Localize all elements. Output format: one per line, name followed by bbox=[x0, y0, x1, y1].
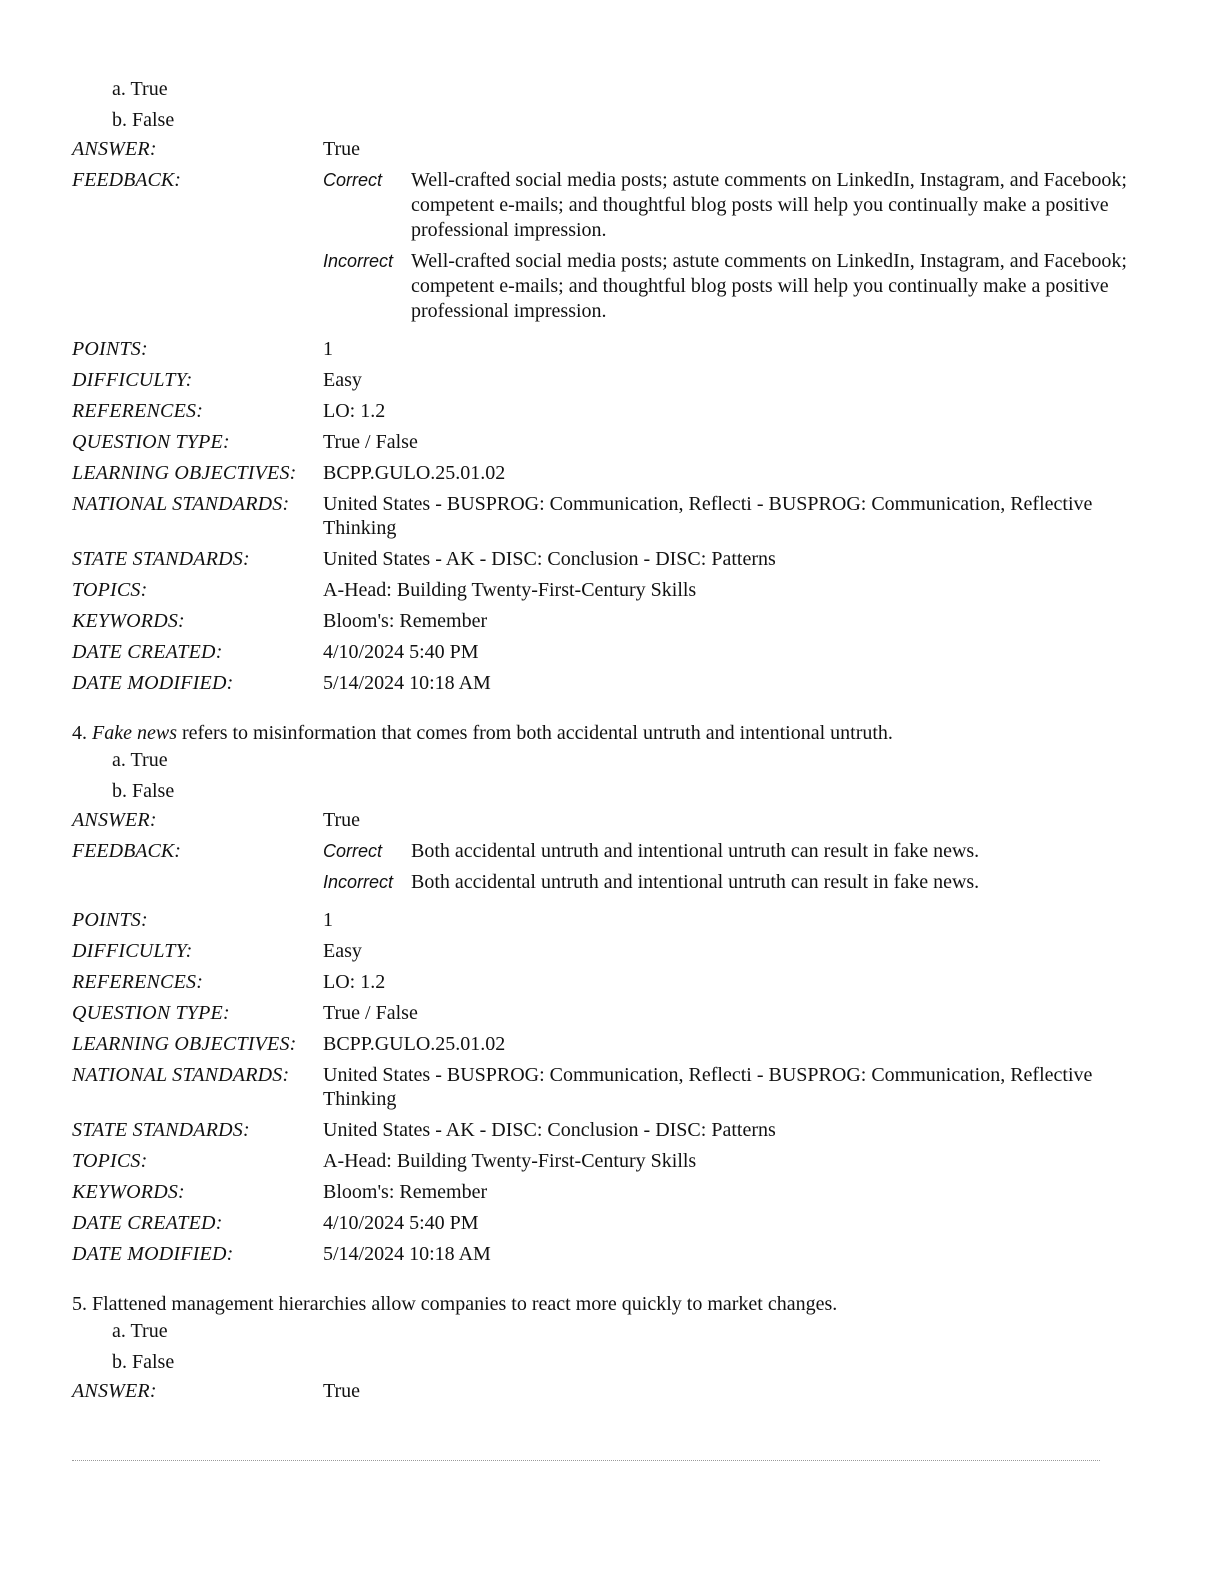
metadata-value: Easy bbox=[323, 369, 362, 391]
metadata-row bbox=[72, 368, 1152, 392]
metadata-value: BCPP.GULO.25.01.02 bbox=[323, 1033, 506, 1055]
metadata-label: KEYWORDS: bbox=[72, 610, 185, 632]
metadata-row bbox=[72, 547, 1152, 571]
feedback-row bbox=[72, 168, 1152, 330]
metadata-value: 1 bbox=[323, 909, 333, 931]
metadata-label: POINTS: bbox=[72, 338, 148, 360]
metadata-row bbox=[72, 1242, 1152, 1266]
metadata-value: LO: 1.2 bbox=[323, 971, 386, 993]
question-number: 5. bbox=[72, 1293, 87, 1315]
metadata-row bbox=[72, 1001, 1152, 1025]
metadata-value: True / False bbox=[323, 1002, 418, 1024]
metadata-row bbox=[72, 578, 1152, 602]
answer-row bbox=[72, 1379, 1152, 1403]
answer-value: True bbox=[323, 1380, 361, 1402]
metadata-row bbox=[72, 399, 1152, 423]
answer-value: True bbox=[323, 809, 361, 831]
metadata-value: 4/10/2024 5:40 PM bbox=[323, 1212, 479, 1234]
metadata-row bbox=[72, 461, 1152, 485]
question-3-continued bbox=[72, 74, 1152, 695]
metadata-label: DATE MODIFIED: bbox=[72, 672, 234, 694]
metadata-value: 5/14/2024 10:18 AM bbox=[323, 672, 491, 694]
metadata-label: LEARNING OBJECTIVES: bbox=[72, 1033, 297, 1055]
metadata-label: QUESTION TYPE: bbox=[72, 431, 230, 453]
metadata-row bbox=[72, 970, 1152, 994]
metadata-value: True / False bbox=[323, 431, 418, 453]
feedback-text: Both accidental untruth and intentional untruth can result in fake news. bbox=[411, 840, 980, 862]
page-footer-rule bbox=[72, 1460, 1100, 1467]
metadata-row bbox=[72, 1180, 1152, 1204]
feedback-correct bbox=[323, 168, 1152, 243]
feedback-label: FEEDBACK: bbox=[72, 840, 181, 862]
metadata-value: 5/14/2024 10:18 AM bbox=[323, 1243, 491, 1265]
metadata-label: QUESTION TYPE: bbox=[72, 1002, 230, 1024]
question-stem bbox=[72, 1292, 1152, 1316]
answer-row bbox=[72, 808, 1152, 832]
option-b: b. False bbox=[112, 1350, 175, 1373]
metadata-row bbox=[72, 609, 1152, 633]
feedback-text: Well-crafted social media posts; astute comments on LinkedIn, Instagram, and Facebook; competent e-mails; and thoughtful blog posts will help you continually make a positive professional impression. bbox=[411, 250, 1127, 322]
metadata-row bbox=[72, 1211, 1152, 1235]
answer-label: ANSWER: bbox=[72, 138, 157, 160]
metadata-row bbox=[72, 1118, 1152, 1142]
metadata-label: KEYWORDS: bbox=[72, 1181, 185, 1203]
option-b: b. False bbox=[112, 108, 175, 131]
metadata-label: TOPICS: bbox=[72, 579, 148, 601]
metadata-value: 4/10/2024 5:40 PM bbox=[323, 641, 479, 663]
metadata-row bbox=[72, 939, 1152, 963]
feedback-correct bbox=[323, 839, 1152, 864]
feedback-text: Both accidental untruth and intentional untruth can result in fake news. bbox=[411, 871, 980, 893]
metadata-table bbox=[72, 337, 1152, 695]
answer-label: ANSWER: bbox=[72, 809, 157, 831]
question-stem bbox=[72, 721, 1152, 745]
option-b: b. False bbox=[112, 779, 175, 802]
feedback-tag: Correct bbox=[323, 170, 383, 190]
metadata-label: DATE CREATED: bbox=[72, 641, 223, 663]
answer-value: True bbox=[323, 138, 361, 160]
metadata-value: 1 bbox=[323, 338, 333, 360]
feedback-tag: Correct bbox=[323, 841, 383, 861]
metadata-label: DATE CREATED: bbox=[72, 1212, 223, 1234]
metadata-label: NATIONAL STANDARDS: bbox=[72, 493, 290, 515]
metadata-label: DIFFICULTY: bbox=[72, 940, 193, 962]
metadata-label: LEARNING OBJECTIVES: bbox=[72, 462, 297, 484]
feedback-incorrect bbox=[323, 249, 1152, 324]
option-a: a. True bbox=[112, 1320, 168, 1342]
question-5 bbox=[72, 1292, 1152, 1403]
question-term: Fake news bbox=[92, 722, 177, 744]
metadata-label: NATIONAL STANDARDS: bbox=[72, 1064, 290, 1086]
metadata-label: TOPICS: bbox=[72, 1150, 148, 1172]
question-number: 4. bbox=[72, 722, 87, 744]
metadata-table bbox=[72, 908, 1152, 1266]
metadata-value: Bloom's: Remember bbox=[323, 1181, 488, 1203]
feedback-incorrect bbox=[323, 870, 1152, 895]
feedback-block bbox=[323, 839, 1152, 901]
metadata-row bbox=[72, 640, 1152, 664]
metadata-label: DIFFICULTY: bbox=[72, 369, 193, 391]
metadata-row bbox=[72, 671, 1152, 695]
metadata-value: A-Head: Building Twenty-First-Century Skills bbox=[323, 1150, 697, 1172]
metadata-row bbox=[72, 1063, 1152, 1111]
metadata-label: STATE STANDARDS: bbox=[72, 548, 250, 570]
metadata-row bbox=[72, 908, 1152, 932]
feedback-row bbox=[72, 839, 1152, 901]
answer-row bbox=[72, 137, 1152, 161]
question-text: Flattened management hierarchies allow companies to react more quickly to market changes. bbox=[92, 1293, 838, 1315]
metadata-label: STATE STANDARDS: bbox=[72, 1119, 250, 1141]
metadata-row bbox=[72, 430, 1152, 454]
metadata-row bbox=[72, 1032, 1152, 1056]
metadata-label: REFERENCES: bbox=[72, 400, 204, 422]
feedback-label: FEEDBACK: bbox=[72, 169, 181, 191]
metadata-value: A-Head: Building Twenty-First-Century Skills bbox=[323, 579, 697, 601]
metadata-row bbox=[72, 492, 1152, 540]
metadata-value: LO: 1.2 bbox=[323, 400, 386, 422]
metadata-value: Bloom's: Remember bbox=[323, 610, 488, 632]
feedback-block bbox=[323, 168, 1152, 330]
metadata-label: DATE MODIFIED: bbox=[72, 1243, 234, 1265]
metadata-value: United States - BUSPROG: Communication, Reflecti - BUSPROG: Communication, Reflective Thinking bbox=[323, 1064, 1093, 1110]
answer-label: ANSWER: bbox=[72, 1380, 157, 1402]
question-text: refers to misinformation that comes from both accidental untruth and intentional untruth. bbox=[176, 722, 893, 744]
metadata-value: Easy bbox=[323, 940, 362, 962]
feedback-tag: Incorrect bbox=[323, 872, 394, 892]
feedback-tag: Incorrect bbox=[323, 251, 394, 271]
feedback-text: Well-crafted social media posts; astute comments on LinkedIn, Instagram, and Facebook; competent e-mails; and thoughtful blog posts will help you continually make a positive professional impression. bbox=[411, 169, 1127, 241]
test-bank-page bbox=[72, 74, 1152, 1403]
metadata-label: REFERENCES: bbox=[72, 971, 204, 993]
option-a: a. True bbox=[112, 78, 168, 100]
metadata-row bbox=[72, 1149, 1152, 1173]
metadata-value: United States - AK - DISC: Conclusion - DISC: Patterns bbox=[323, 1119, 776, 1141]
metadata-value: United States - BUSPROG: Communication, Reflecti - BUSPROG: Communication, Reflective Thinking bbox=[323, 493, 1093, 539]
metadata-row bbox=[72, 337, 1152, 361]
metadata-value: BCPP.GULO.25.01.02 bbox=[323, 462, 506, 484]
metadata-value: United States - AK - DISC: Conclusion - DISC: Patterns bbox=[323, 548, 776, 570]
metadata-label: POINTS: bbox=[72, 909, 148, 931]
option-a: a. True bbox=[112, 749, 168, 771]
question-4 bbox=[72, 721, 1152, 1266]
